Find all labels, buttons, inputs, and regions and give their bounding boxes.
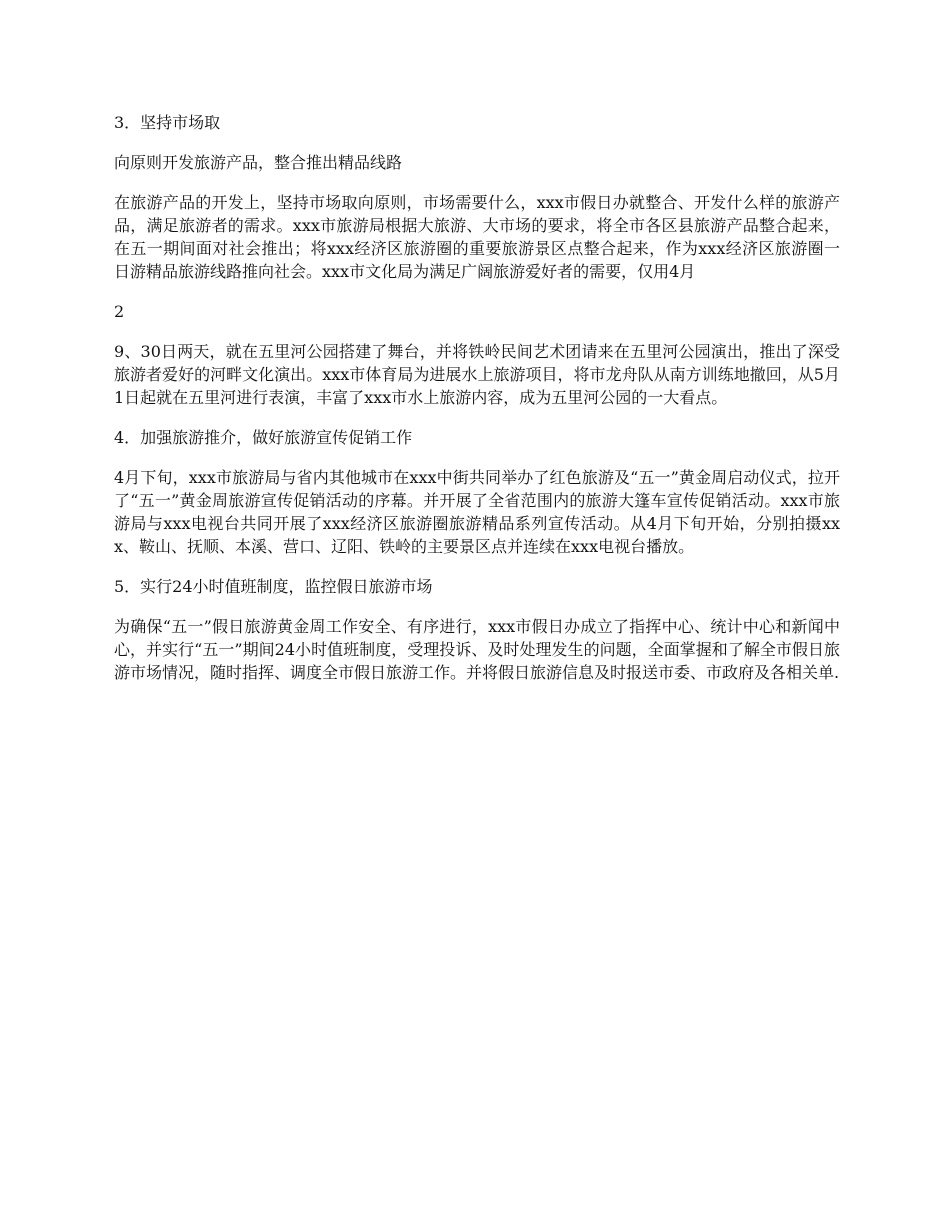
- document-page: [114, 111, 840, 701]
- section-heading-3-continued: 向原则开发旅游产品，整合推出精品线路: [114, 153, 403, 172]
- section-heading-4: 4．加强旅游推介，做好旅游宣传促销工作: [114, 428, 413, 447]
- body-paragraph-cultural-events: 9、30日两天，就在五里河公园搭建了舞台，并将铁岭民间艺术团请来在五里河公园演出，推出了深受旅游者爱好的河畔文化演出。xxx市体育局为进展水上旅游项目，将市龙舟队从南方训练地撤回，从5月1日起就在五里河进行表演，丰富了xxx市水上旅游内容，成为五里河公园的一大看点。: [114, 342, 840, 407]
- body-paragraph-duty-system: 为确保“五一”假日旅游黄金周工作安全、有序进行，xxx市假日办成立了指挥中心、统计中心和新闻中心，并实行“五一”期间24小时值班制度，受理投诉、及时处理发生的问题，全面掌握和了解全市假日旅游市场情况，随时指挥、调度全市假日旅游工作。并将假日旅游信息及时报送市委、市政府及各相关单.: [114, 617, 840, 682]
- body-paragraph-promotion: 4月下旬，xxx市旅游局与省内其他城市在xxx中街共同举办了红色旅游及“五一”黄金周启动仪式，拉开了“五一”黄金周旅游宣传促销活动的序幕。并开展了全省范围内的旅游大篷车宣传促销活动。xxx市旅游局与xxx电视台共同开展了xxx经济区旅游圈旅游精品系列宣传活动。从4月下旬开始，分别拍摄xxx、鞍山、抚顺、本溪、营口、辽阳、铁岭的主要景区点并连续在xxx电视台播放。: [114, 468, 840, 556]
- section-heading-3: 3．坚持市场取: [114, 113, 221, 132]
- body-paragraph-product-development: 在旅游产品的开发上，坚持市场取向原则，市场需要什么，xxx市假日办就整合、开发什么样的旅游产品，满足旅游者的需求。xxx市旅游局根据大旅游、大市场的要求，将全市各区县旅游产品整合起来，在五一期间面对社会推出；将xxx经济区旅游圈的重要旅游景区点整合起来，作为xxx经济区旅游圈一日游精品旅游线路推向社会。xxx市文化局为满足广阔旅游爱好者的需要，仅用4月: [114, 193, 840, 281]
- section-heading-5: 5．实行24小时值班制度，监控假日旅游市场: [114, 577, 433, 596]
- page-number-fragment: 2: [114, 302, 125, 321]
